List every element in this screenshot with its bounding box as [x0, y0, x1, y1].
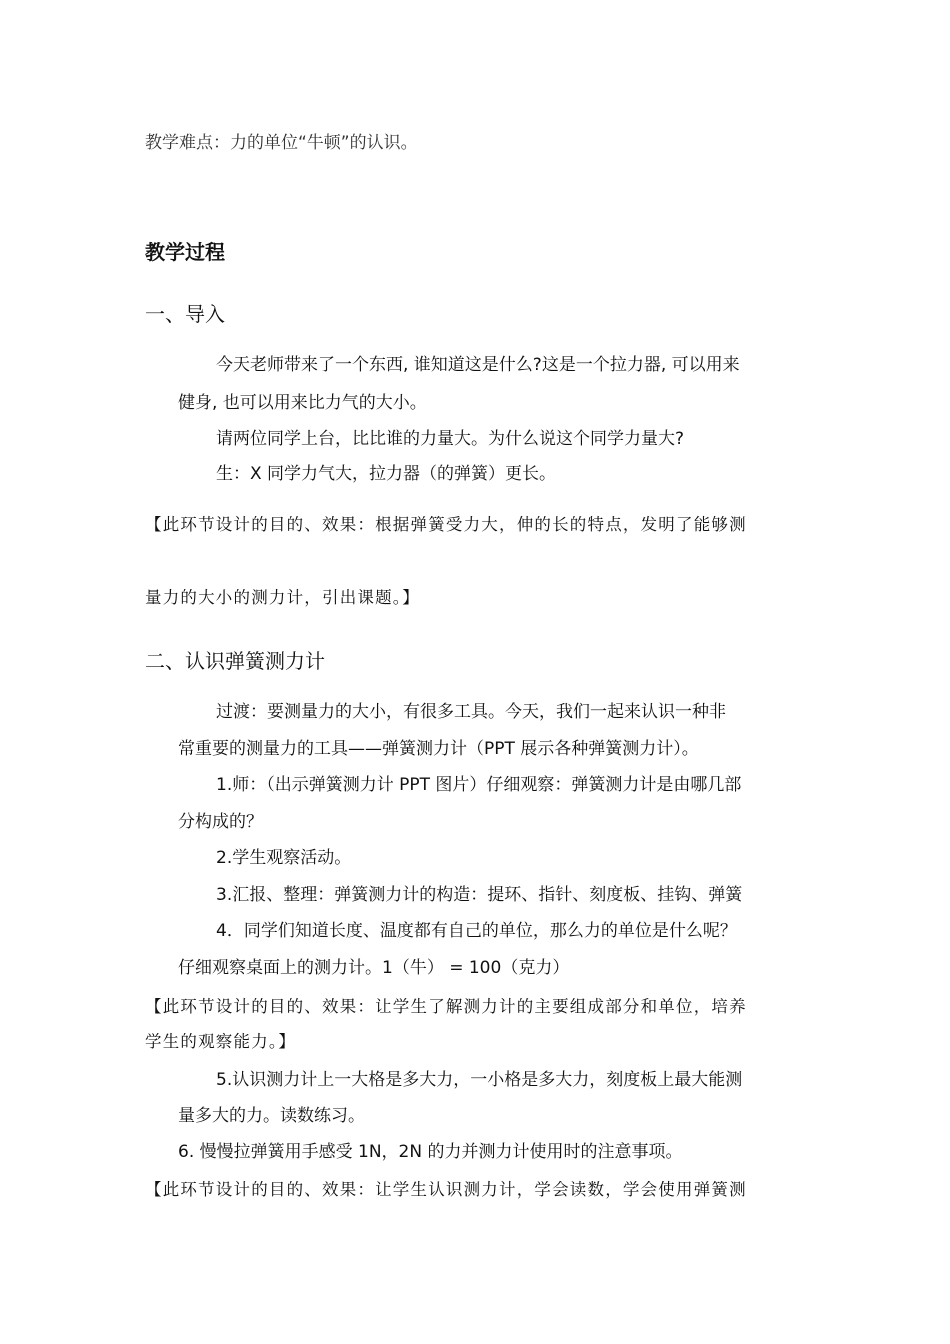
transition-line-1: 过渡：要测量力的大小，有很多工具。今天，我们一起来认识一种非 — [216, 702, 726, 722]
item-4-line-2: 仔细观察桌面上的测力计。1（牛） = 100（克力） — [178, 958, 570, 978]
design-note-1-line-1: 【此环节设计的目的、效果：根据弹簧受力大，伸的长的特点，发明了能够测 — [145, 515, 747, 534]
transition-line-2: 常重要的测量力的工具——弹簧测力计（PPT 展示各种弹簧测力计）。 — [178, 739, 699, 759]
item-2: 2.学生观察活动。 — [216, 848, 352, 868]
design-note-3-line-1: 【此环节设计的目的、效果：让学生认识测力计，学会读数，学会使用弹簧测 — [145, 1180, 747, 1199]
item-1-line-1: 1.师：（出示弹簧测力计 PPT 图片）仔细观察：弹簧测力计是由哪几部 — [216, 775, 742, 795]
intro-paragraph-line-2: 健身, 也可以用来比力气的大小。 — [178, 393, 427, 413]
item-5-line-2: 量多大的力。读数练习。 — [178, 1106, 365, 1126]
section-2-heading: 二、认识弹簧测力计 — [145, 649, 325, 673]
design-note-1-line-2: 量力的大小的测力计，引出课题。】 — [145, 588, 420, 607]
intro-paragraph-line-1: 今天老师带来了一个东西, 谁知道这是什么?这是一个拉力器, 可以用来 — [216, 355, 740, 375]
teaching-process-heading: 教学过程 — [145, 240, 225, 264]
item-1-line-2: 分构成的？ — [178, 812, 263, 832]
design-note-2-line-2: 学生的观察能力。】 — [145, 1032, 297, 1051]
item-5-line-1: 5.认识测力计上一大格是多大力，一小格是多大力，刻度板上最大能测 — [216, 1070, 743, 1090]
item-3: 3.汇报、整理：弹簧测力计的构造：提环、指针、刻度板、挂钩、弹簧 — [216, 885, 743, 905]
intro-paragraph-2: 请两位同学上台，比比谁的力量大。为什么说这个同学力量大? — [216, 429, 685, 449]
intro-paragraph-3: 生：X 同学力气大，拉力器（的弹簧）更长。 — [216, 464, 557, 484]
design-note-2-line-1: 【此环节设计的目的、效果：让学生了解测力计的主要组成部分和单位，培养 — [145, 997, 747, 1016]
item-6: 6. 慢慢拉弹簧用手感受 1N，2N 的力并测力计使用时的注意事项。 — [178, 1142, 683, 1162]
item-4-line-1: 4．同学们知道长度、温度都有自己的单位，那么力的单位是什么呢？ — [216, 921, 737, 941]
teaching-difficulty: 教学难点：力的单位“牛顿”的认识。 — [145, 133, 418, 153]
section-1-heading: 一、导入 — [145, 302, 225, 326]
